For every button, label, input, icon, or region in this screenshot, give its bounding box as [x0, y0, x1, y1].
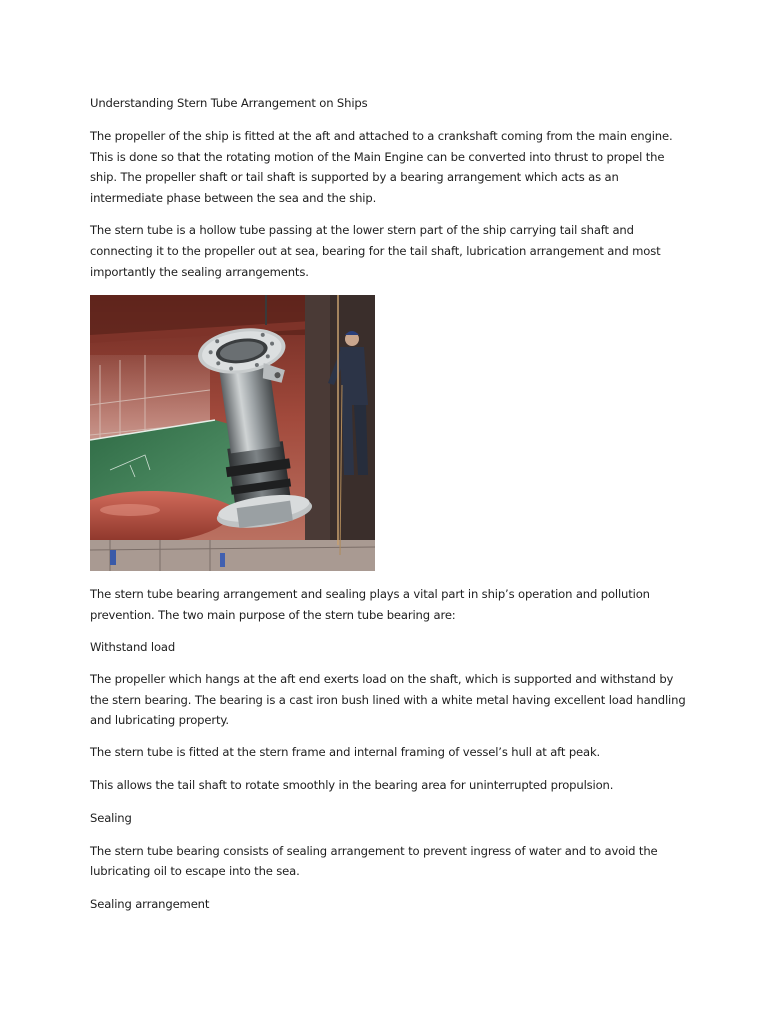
heading-withstand-load: Withstand load [90, 639, 176, 654]
document-title: Understanding Stern Tube Arrangement on Ships [90, 96, 368, 110]
paragraph-sealing-purpose: The stern tube bearing consists of sealing arrangement to prevent ingress of water and to avoid the lubricating oil to escape into the sea. [90, 843, 658, 879]
paragraph-stern-tube-definition: The stern tube is a hollow tube passing at the lower stern part of the ship carrying tail shaft and connecting it to the propeller out at sea, bearing for the tail shaft, lubrication arrangement and most importantly the sealing arrangements. [90, 222, 661, 279]
document-page [90, 93, 690, 915]
heading-sealing: Sealing [90, 810, 132, 825]
paragraph-smooth-rotation: This allows the tail shaft to rotate smoothly in the bearing area for uninterrupted propulsion. [90, 777, 614, 792]
stern-tube-photo [90, 295, 375, 571]
paragraph-stern-frame: The stern tube is fitted at the stern frame and internal framing of vessel’s hull at aft peak. [90, 745, 601, 760]
paragraph-bearing-purpose: The stern tube bearing arrangement and sealing plays a vital part in ship’s operation and pollution prevention. The two main purpose of the stern tube bearing are: [90, 587, 650, 623]
heading-sealing-arrangement: Sealing arrangement [90, 897, 210, 912]
paragraph-propeller-intro: The propeller of the ship is fitted at the aft and attached to a crankshaft coming from the main engine. This is done so that the rotating motion of the Main Engine can be converted into thrust to propel the ship. The propeller shaft or tail shaft is supported by a bearing arrangement which acts as an intermediate phase between the sea and the ship. [90, 128, 673, 206]
paragraph-propeller-load: The propeller which hangs at the aft end exerts load on the shaft, which is supported and withstand by the stern bearing. The bearing is a cast iron bush lined with a white metal having excellent load handling and lubricating property. [90, 671, 686, 728]
